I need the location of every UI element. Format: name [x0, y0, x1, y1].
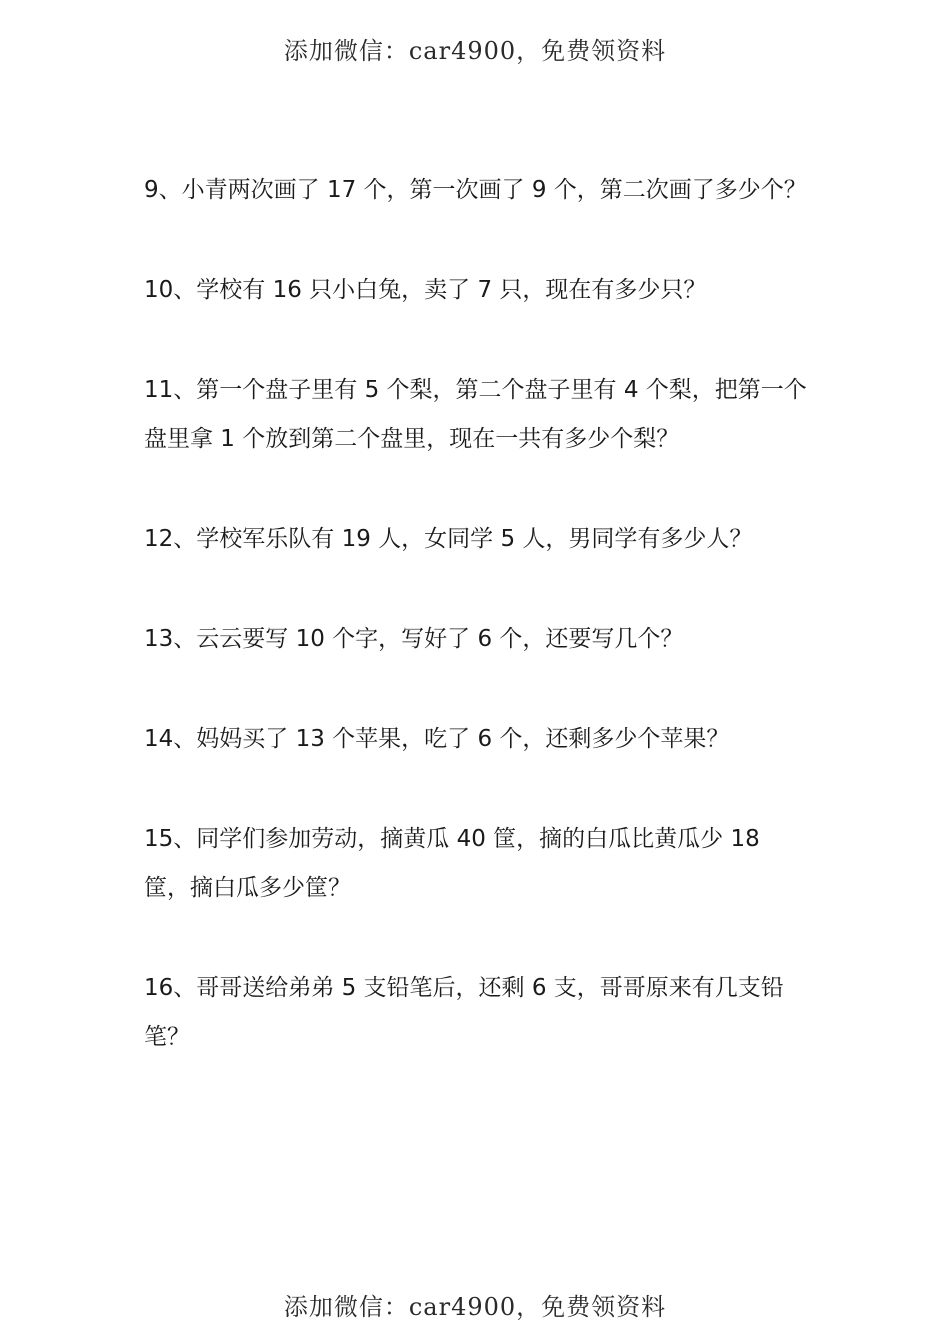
problem-16: 16、哥哥送给弟弟 5 支铅笔后，还剩 6 支，哥哥原来有几支铅笔？	[144, 975, 784, 1050]
header-promo-text: 添加微信：car4900，免费领资料	[283, 37, 667, 65]
footer-promo-text: 添加微信：car4900，免费领资料	[283, 1293, 667, 1321]
problem-14: 14、妈妈买了 13 个苹果，吃了 6 个，还剩多少个苹果？	[144, 726, 730, 752]
problem-15: 15、同学们参加劳动，摘黄瓜 40 筐，摘的白瓜比黄瓜少 18 筐，摘白瓜多少筐？	[144, 826, 760, 901]
problem-list	[144, 166, 812, 1113]
problem-9: 9、小青两次画了 17 个，第一次画了 9 个，第二次画了多少个？	[144, 177, 807, 203]
problem-11: 11、第一个盘子里有 5 个梨，第二个盘子里有 4 个梨，把第一个盘里拿 1 个放到第二个盘里，现在一共有多少个梨？	[144, 377, 807, 452]
problem-10: 10、学校有 16 只小白兔，卖了 7 只，现在有多少只？	[144, 277, 707, 303]
problem-13: 13、云云要写 10 个字，写好了 6 个，还要写几个？	[144, 626, 684, 652]
problem-12: 12、学校军乐队有 19 人，女同学 5 人，男同学有多少人？	[144, 526, 753, 552]
